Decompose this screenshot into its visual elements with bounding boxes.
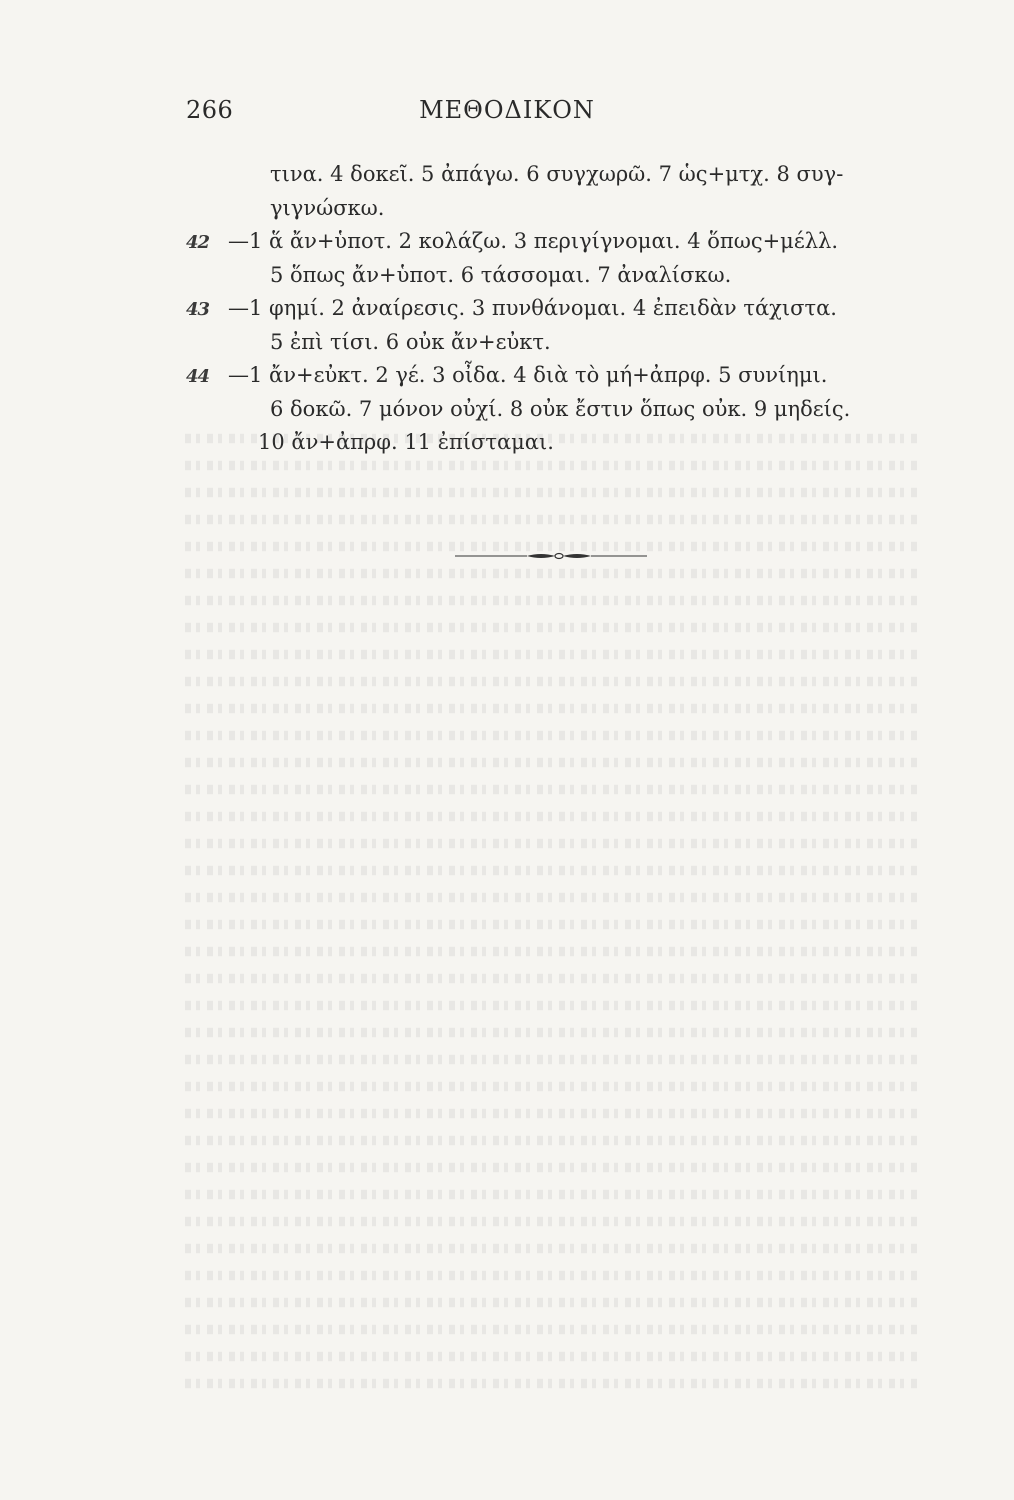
show-through-row xyxy=(185,569,920,578)
show-through-row xyxy=(185,1109,920,1118)
show-through-row xyxy=(185,704,920,713)
text-line xyxy=(186,192,921,226)
ornamental-divider xyxy=(455,551,647,561)
show-through-row xyxy=(185,893,920,902)
answer-key-text xyxy=(186,158,921,460)
show-through-row xyxy=(185,677,920,686)
show-through-row xyxy=(185,839,920,848)
show-through-row xyxy=(185,1352,920,1361)
line-text: 5 ὅπως ἄν+ὑποτ. 6 τάσσομαι. 7 ἀναλίσκω. xyxy=(270,262,732,287)
show-through-row xyxy=(185,1325,920,1334)
show-through-row xyxy=(185,785,920,794)
section-number: 42 xyxy=(186,232,210,253)
show-through-row xyxy=(185,1028,920,1037)
show-through-row xyxy=(185,1244,920,1253)
show-through-row xyxy=(185,461,920,470)
text-line xyxy=(186,426,921,460)
section-number: 44 xyxy=(186,366,210,387)
show-through-row xyxy=(185,974,920,983)
line-text: 5 ἐπὶ τίσι. 6 οὐκ ἄν+εὐκτ. xyxy=(270,329,551,354)
show-through-row xyxy=(185,812,920,821)
page-number: 266 xyxy=(186,96,234,124)
line-text: —1 φημί. 2 ἀναίρεσις. 3 πυνθάνομαι. 4 ἐπειδὰν τάχιστα. xyxy=(228,296,837,320)
show-through-row xyxy=(185,758,920,767)
show-through-row xyxy=(185,1190,920,1199)
show-through-row xyxy=(185,1001,920,1010)
section-number: 43 xyxy=(186,299,210,320)
show-through-row xyxy=(185,920,920,929)
show-through-row xyxy=(185,1217,920,1226)
text-line xyxy=(186,259,921,293)
show-through-texture xyxy=(185,425,920,1425)
show-through-row xyxy=(185,866,920,875)
text-line xyxy=(186,225,921,259)
running-head-title: ΜΕΘΟΔΙΚΟΝ xyxy=(419,96,595,124)
show-through-row xyxy=(185,515,920,524)
line-text: 6 δοκῶ. 7 μόνον οὐχί. 8 οὐκ ἔστιν ὅπως οὐκ. 9 μηδείς. xyxy=(270,396,851,421)
text-line xyxy=(186,158,921,192)
show-through-row xyxy=(185,1379,920,1388)
show-through-row xyxy=(185,488,920,497)
show-through-row xyxy=(185,542,920,551)
show-through-row xyxy=(185,623,920,632)
line-text: τινα. 4 δοκεῖ. 5 ἀπάγω. 6 συγχωρῶ. 7 ὡς+μτχ. 8 συγ- xyxy=(270,162,844,186)
line-text: —1 ἅ ἄν+ὑποτ. 2 κολάζω. 3 περιγίγνομαι. 4 ὅπως+μέλλ. xyxy=(228,229,839,253)
show-through-row xyxy=(185,596,920,605)
show-through-row xyxy=(185,1136,920,1145)
line-text: 10 ἄν+ἀπρφ. 11 ἐπίσταμαι. xyxy=(258,430,554,454)
text-line xyxy=(186,393,921,427)
show-through-row xyxy=(185,1163,920,1172)
show-through-row xyxy=(185,1082,920,1091)
show-through-row xyxy=(185,1298,920,1307)
show-through-row xyxy=(185,1271,920,1280)
text-line xyxy=(186,292,921,326)
show-through-row xyxy=(185,1055,920,1064)
text-line xyxy=(186,326,921,360)
line-text: —1 ἄν+εὐκτ. 2 γέ. 3 οἶδα. 4 διὰ τὸ μή+ἀπρφ. 5 συνίημι. xyxy=(228,363,828,387)
text-line xyxy=(186,359,921,393)
show-through-row xyxy=(185,731,920,740)
show-through-row xyxy=(185,947,920,956)
show-through-row xyxy=(185,650,920,659)
line-text: γιγνώσκω. xyxy=(270,195,385,220)
